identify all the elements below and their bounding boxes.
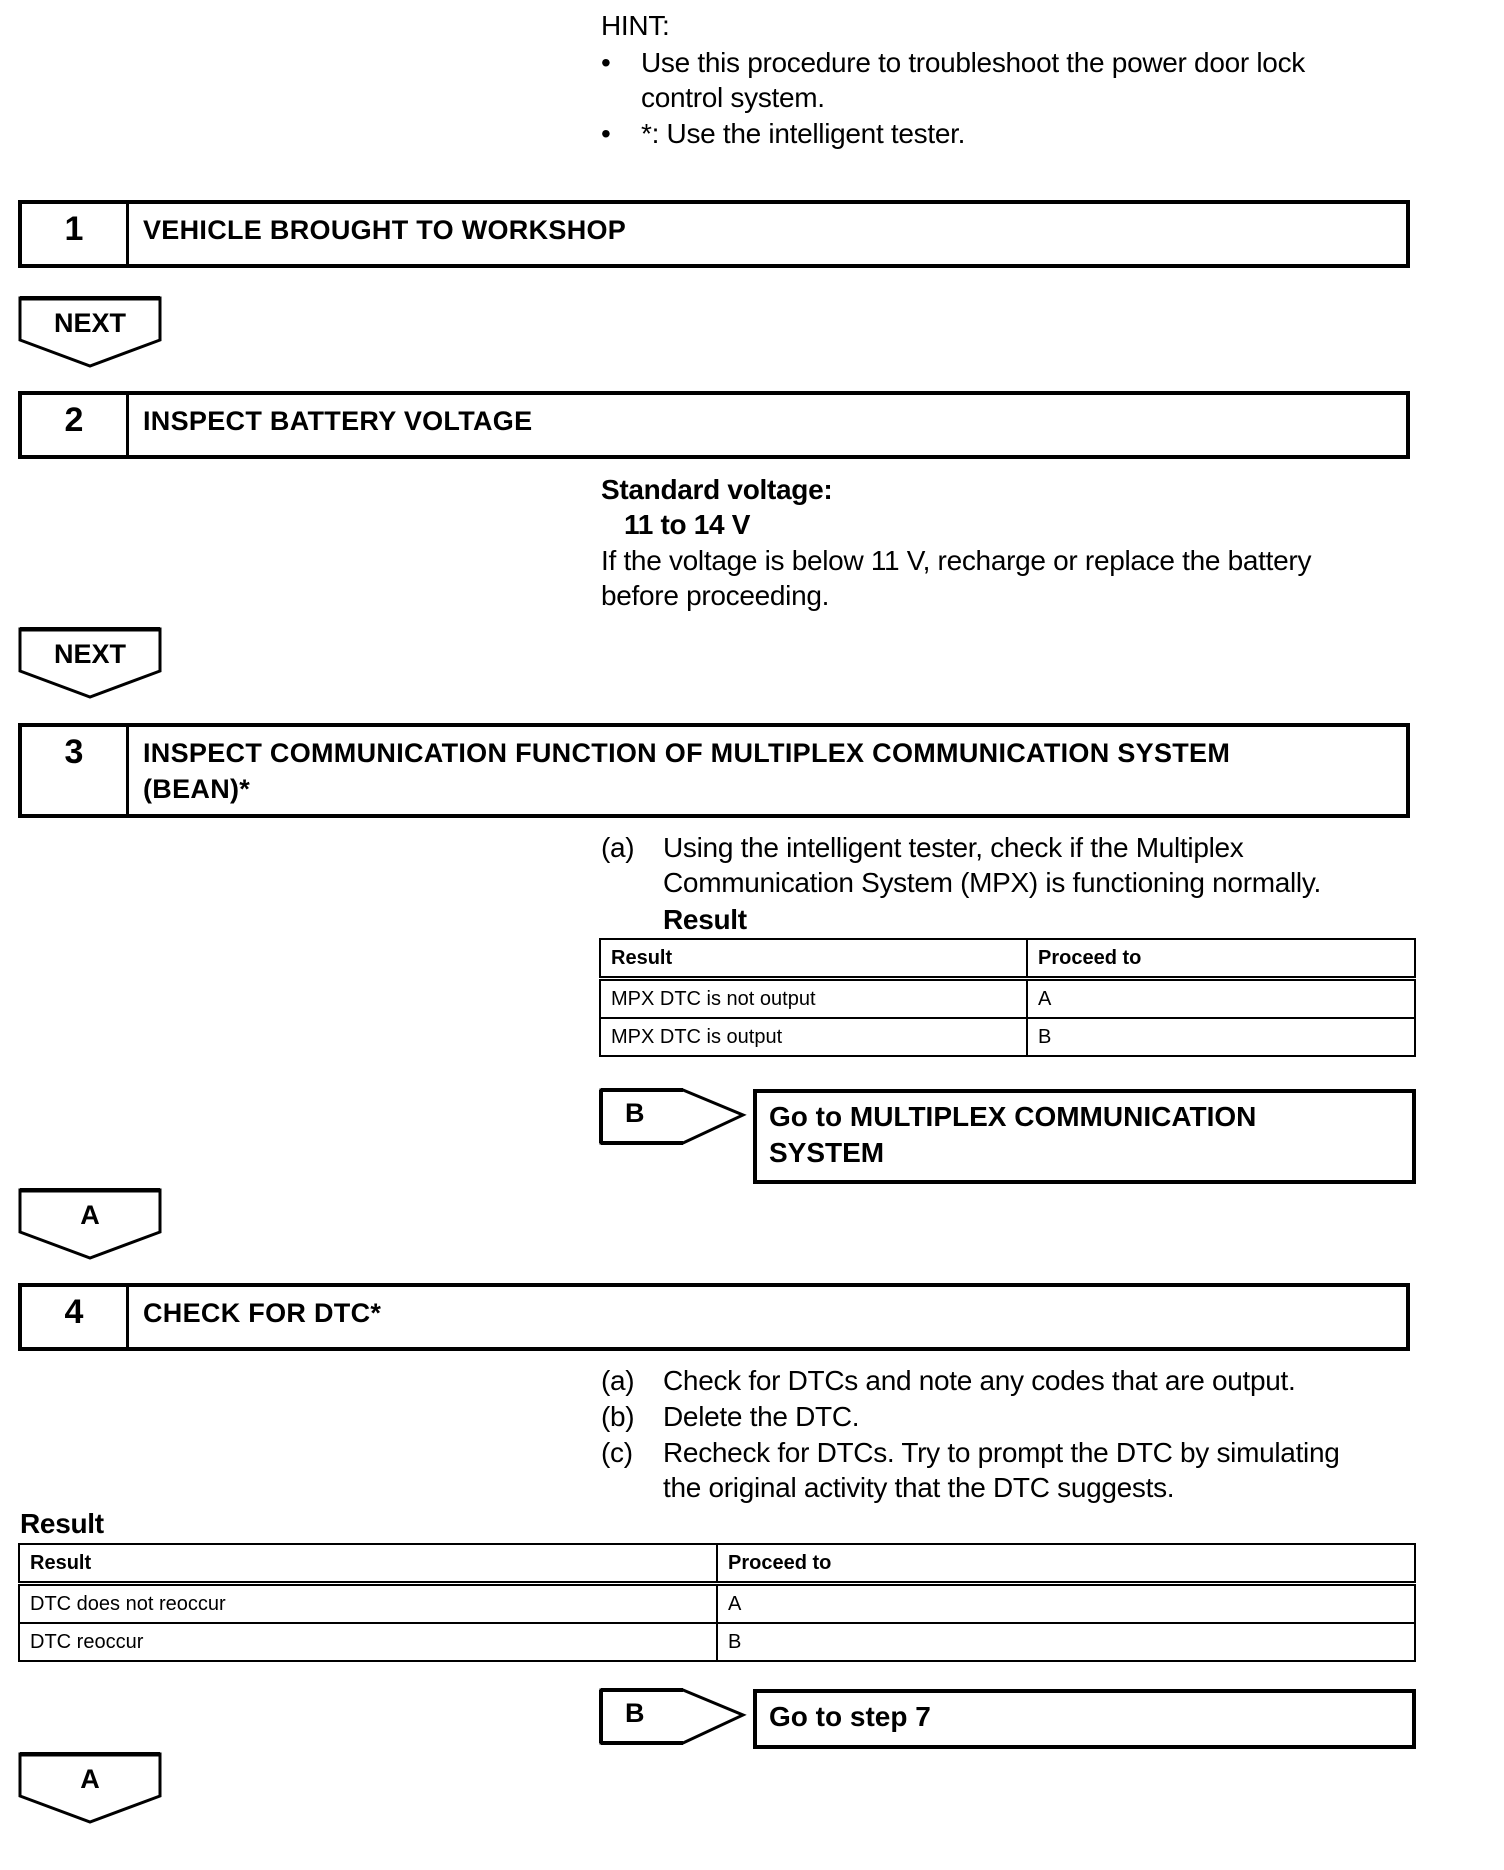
bullet-icon: • (601, 47, 611, 78)
next-label: NEXT (53, 308, 126, 338)
step-title-line: INSPECT COMMUNICATION FUNCTION OF MULTIPLEX COMMUNICATION SYSTEM (143, 738, 1231, 768)
step-2-header (18, 391, 1410, 459)
instruction-line: Check for DTCs and note any codes that are output. (663, 1365, 1296, 1396)
bullet-icon: • (601, 118, 611, 149)
step-title: CHECK FOR DTC* (143, 1298, 382, 1328)
result-table (599, 938, 1416, 1057)
instruction-line: the original activity that the DTC suggests. (663, 1472, 1175, 1503)
table-cell: B (717, 1623, 1415, 1661)
step-number: 3 (22, 727, 129, 814)
table-cell: B (1027, 1018, 1415, 1056)
table-row (19, 1623, 1415, 1661)
branch-target-line: Go to MULTIPLEX COMMUNICATION (769, 1101, 1257, 1132)
right-arrow-icon (599, 1088, 747, 1146)
hint-title: HINT: (601, 10, 670, 41)
table-cell: DTC reoccur (19, 1623, 717, 1661)
step-title (143, 735, 1386, 807)
branch-target-text: Go to step 7 (769, 1701, 931, 1732)
result-table (18, 1543, 1416, 1662)
branch-target-text (769, 1099, 1256, 1171)
branch-target-line: SYSTEM (769, 1137, 885, 1168)
table-cell: MPX DTC is output (600, 1018, 1027, 1056)
instruction-label: (b) (601, 1401, 635, 1432)
table-cell: MPX DTC is not output (600, 979, 1027, 1019)
table-row (19, 1584, 1415, 1624)
right-arrow-icon (599, 1688, 747, 1746)
next-arrow (18, 1752, 162, 1824)
result-label: Result (663, 904, 747, 935)
next-label: A (80, 1764, 100, 1794)
next-label: NEXT (53, 639, 126, 669)
instruction-label: (a) (601, 832, 635, 863)
instruction-line: Communication System (MPX) is functioning normally. (663, 867, 1321, 898)
branch-b-arrow (599, 1688, 747, 1746)
branch-target (753, 1089, 1416, 1184)
result-label: Result (20, 1508, 104, 1539)
table-header: Proceed to (717, 1544, 1415, 1584)
step-3-header (18, 723, 1410, 818)
step-number: 1 (22, 204, 129, 264)
note-line: If the voltage is below 11 V, recharge or replace the battery (601, 545, 1312, 576)
next-arrow (18, 1188, 162, 1260)
spec-label: Standard voltage: (601, 474, 833, 505)
table-header: Result (600, 939, 1027, 979)
next-arrow (18, 627, 162, 699)
hint-line: control system. (641, 82, 825, 113)
step-1-header (18, 200, 1410, 268)
step-title-line: (BEAN)* (143, 774, 251, 804)
table-row (600, 979, 1415, 1019)
table-row (600, 1018, 1415, 1056)
next-label: A (80, 1200, 100, 1230)
branch-label: B (625, 1098, 645, 1128)
step-title: INSPECT BATTERY VOLTAGE (143, 406, 533, 436)
table-header-row (19, 1544, 1415, 1584)
next-arrow (18, 296, 162, 368)
instruction-line: Recheck for DTCs. Try to prompt the DTC by simulating (663, 1437, 1340, 1468)
branch-label: B (625, 1698, 645, 1728)
step-4-header (18, 1283, 1410, 1351)
table-header-row (600, 939, 1415, 979)
branch-target (753, 1689, 1416, 1749)
table-header: Result (19, 1544, 717, 1584)
step-title: VEHICLE BROUGHT TO WORKSHOP (143, 215, 627, 245)
hint-line: *: Use the intelligent tester. (641, 118, 966, 149)
instruction-line: Delete the DTC. (663, 1401, 860, 1432)
step-number: 2 (22, 395, 129, 455)
step-number: 4 (22, 1287, 129, 1347)
table-cell: DTC does not reoccur (19, 1584, 717, 1624)
note-line: before proceeding. (601, 580, 830, 611)
hint-line: Use this procedure to troubleshoot the power door lock (641, 47, 1305, 78)
instruction-label: (a) (601, 1365, 635, 1396)
table-cell: A (717, 1584, 1415, 1624)
spec-value: 11 to 14 V (624, 509, 751, 540)
table-header: Proceed to (1027, 939, 1415, 979)
branch-b-arrow (599, 1088, 747, 1146)
instruction-label: (c) (601, 1437, 633, 1468)
instruction-line: Using the intelligent tester, check if the Multiplex (663, 832, 1244, 863)
table-cell: A (1027, 979, 1415, 1019)
